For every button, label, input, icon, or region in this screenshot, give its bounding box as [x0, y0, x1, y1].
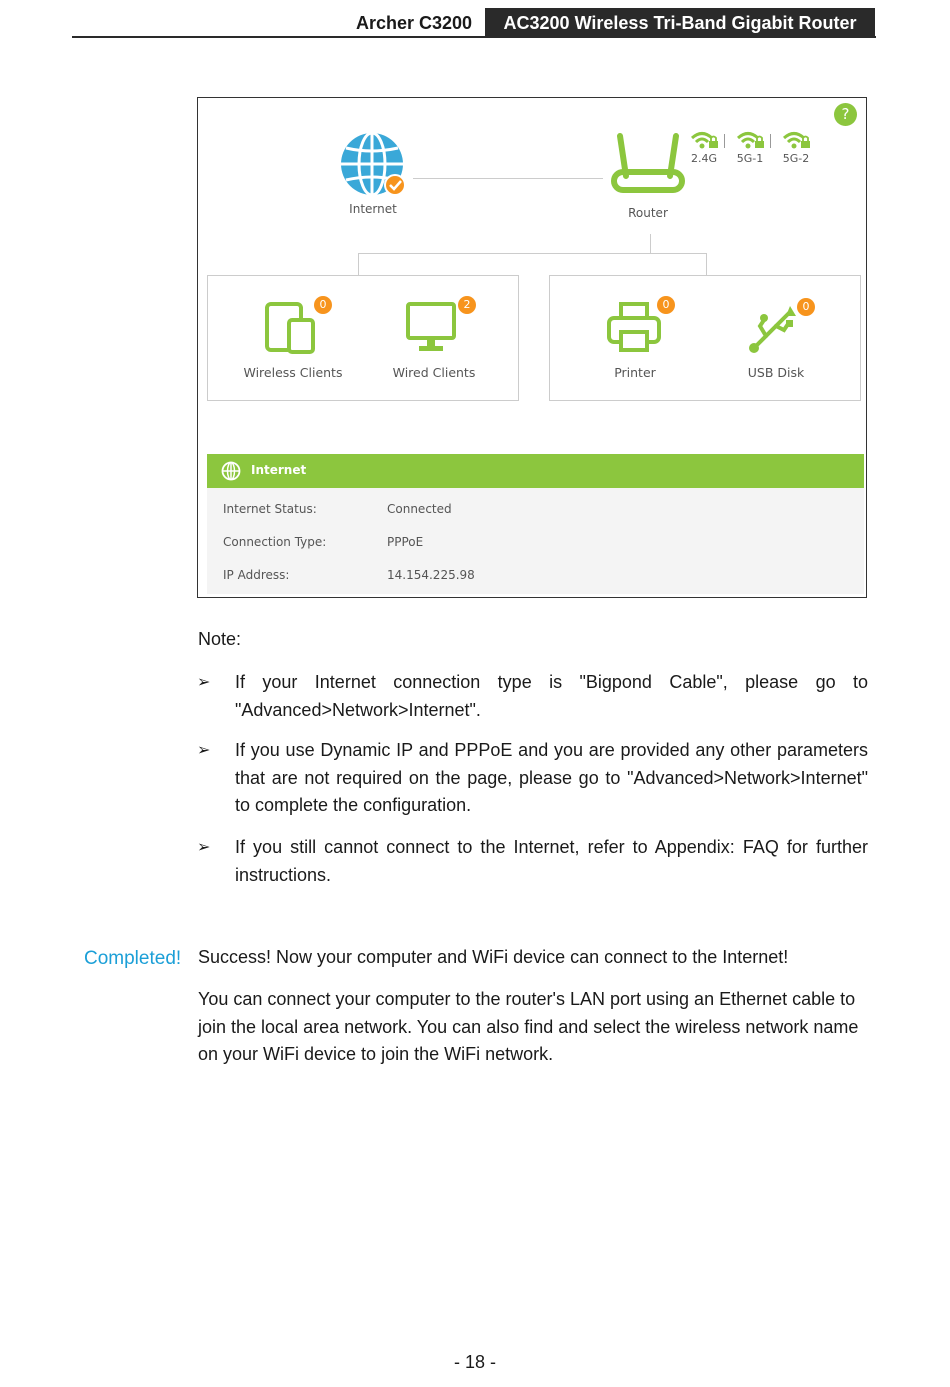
header-product-title: AC3200 Wireless Tri-Band Gigabit Router	[485, 8, 875, 36]
header-model: Archer C3200	[356, 13, 473, 33]
peripherals-box	[549, 275, 861, 401]
band-label: 5G-2	[782, 152, 810, 165]
device-label: USB Disk	[747, 365, 805, 380]
printer-tile[interactable]	[565, 296, 705, 386]
help-button[interactable]: ?	[834, 103, 857, 126]
tree-line	[706, 253, 707, 275]
bullet-arrow-icon: ➢	[197, 742, 211, 759]
monitor-icon	[404, 300, 464, 356]
wifi-lock-icon	[682, 126, 726, 152]
wifi-lock-icon	[774, 126, 818, 152]
wireless-clients-tile[interactable]	[223, 296, 363, 386]
globe-icon	[221, 461, 241, 481]
completed-label: Completed!	[84, 948, 182, 969]
count-badge: 0	[314, 296, 332, 314]
internet-label: Internet	[349, 202, 397, 216]
note-bullet: If you still cannot connect to the Internet, refer to Appendix: FAQ for further instructions.	[235, 837, 868, 885]
note-title: Note:	[198, 629, 242, 649]
note-bullet: If your Internet connection type is "Bigpond Cable", please go to "Advanced>Network>Internet".	[235, 672, 868, 720]
info-value: 14.154.225.98	[387, 568, 475, 582]
bullet-arrow-icon: ➢	[197, 839, 211, 856]
wired-clients-tile[interactable]	[364, 296, 504, 386]
info-label: Connection Type:	[223, 535, 327, 549]
band-5g-2[interactable]	[774, 126, 818, 171]
router-ui-screenshot	[197, 97, 867, 598]
bullet-arrow-icon: ➢	[197, 674, 211, 691]
tree-line	[358, 253, 359, 275]
info-value: PPPoE	[387, 535, 424, 549]
device-label: Wired Clients	[392, 365, 476, 380]
count-badge: 0	[657, 296, 675, 314]
internet-info-panel	[207, 488, 864, 594]
band-divider	[770, 134, 771, 148]
band-2-4g[interactable]	[682, 126, 726, 171]
info-value: Connected	[387, 502, 452, 516]
header-rule	[72, 36, 876, 38]
tree-line	[358, 253, 707, 254]
internet-panel-title: Internet	[251, 463, 307, 477]
device-label: Printer	[614, 365, 656, 380]
device-label: Wireless Clients	[243, 365, 343, 380]
info-label: Internet Status:	[223, 502, 317, 516]
band-label: 5G-1	[736, 152, 764, 165]
note-bullet: If you use Dynamic IP and PPPoE and you are provided any other parameters that are not required on the page, please go to "Advanced>Network>Internet" to complete the configuration.	[235, 740, 868, 815]
count-badge: 0	[797, 298, 815, 316]
tree-line	[650, 234, 651, 253]
band-5g-1[interactable]	[728, 126, 772, 171]
count-badge: 2	[458, 296, 476, 314]
wifi-lock-icon	[728, 126, 772, 152]
usb-disk-tile[interactable]	[706, 296, 846, 386]
globe-icon	[328, 128, 418, 203]
band-divider	[724, 134, 725, 148]
connection-line	[413, 178, 603, 179]
internet-node[interactable]	[328, 128, 418, 223]
router-label: Router	[628, 206, 668, 220]
band-label: 2.4G	[690, 152, 718, 165]
page-number: - 18 -	[453, 1352, 496, 1372]
printer-icon	[605, 300, 665, 356]
clients-box	[207, 275, 519, 401]
internet-panel-header	[207, 454, 864, 488]
info-label: IP Address:	[223, 568, 290, 582]
completed-body: You can connect your computer to the router's LAN port using an Ethernet cable to join the local area network. You can also find and select the wireless network name on your WiFi device to join the WiFi network.	[198, 989, 859, 1064]
success-text: Success! Now your computer and WiFi device can connect to the Internet!	[198, 947, 789, 967]
usb-icon	[744, 300, 804, 356]
